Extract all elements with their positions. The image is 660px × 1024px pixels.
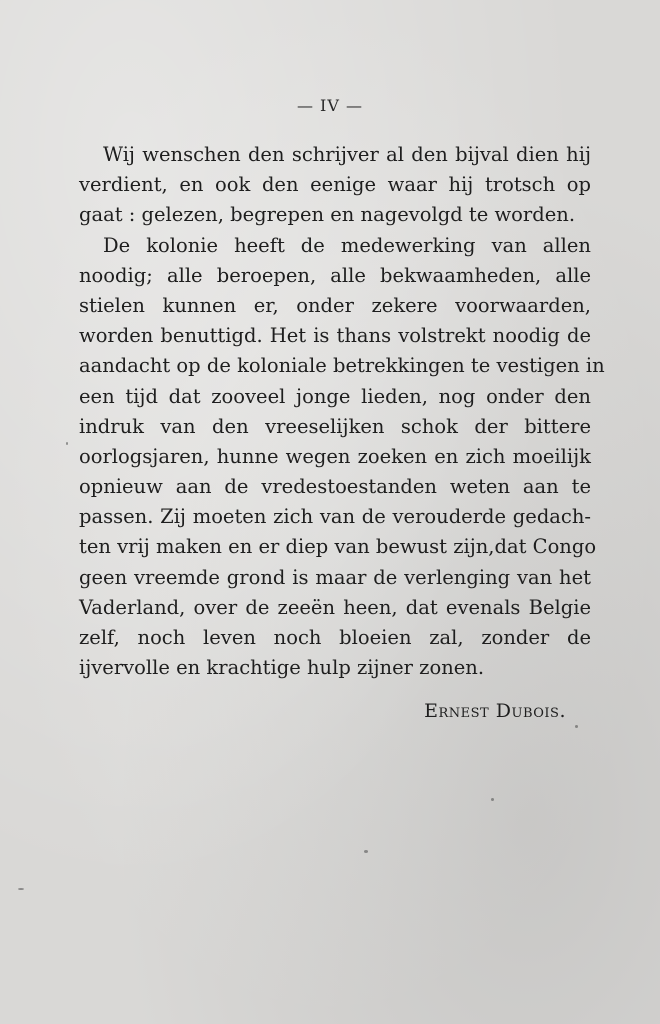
- text-line: opnieuw aan de vredestoestanden weten aan te: [79, 475, 591, 499]
- text-line: ten vrij maken en er diep van bewust zijn,dat Congo: [79, 535, 597, 559]
- paper-speck: [575, 725, 578, 728]
- text-line: verdient, en ook den eenige waar hij trotsch op: [79, 173, 591, 197]
- body-text: [79, 140, 605, 683]
- text-line: Vaderland, over de zeeën heen, dat evenals Belgie: [79, 595, 591, 619]
- text-line: worden benuttigd. Het is thans volstrekt noodig de: [79, 324, 591, 348]
- text-line: noodig; alle beroepen, alle bekwaamheden, alle: [79, 263, 591, 287]
- text-line: De kolonie heeft de medewerking van allen: [103, 233, 591, 257]
- text-line: indruk van den vreeselijken schok der bittere: [79, 414, 591, 438]
- paper-speck: [491, 798, 494, 801]
- paper-speck: [364, 850, 368, 853]
- text-line: een tijd dat zooveel jonge lieden, nog onder den: [79, 384, 591, 408]
- paper-speck: [66, 442, 68, 445]
- author-signature: Ernest Dubois.: [424, 700, 566, 722]
- page-number: — IV —: [296, 96, 364, 115]
- text-line: aandacht op de koloniale betrekkingen te vestigen in: [79, 354, 605, 378]
- text-line: ijvervolle en krachtige hulp zijner zonen.: [79, 656, 485, 680]
- text-line: zelf, noch leven noch bloeien zal, zonder de: [79, 626, 591, 649]
- text-line: oorlogsjaren, hunne wegen zoeken en zich moeilijk: [79, 444, 591, 468]
- text-line: passen. Zij moeten zich van de verouderde gedach-: [79, 505, 591, 529]
- paper-speck: [18, 888, 24, 890]
- text-line: gaat : gelezen, begrepen en nagevolgd te worden.: [79, 203, 576, 227]
- text-line: geen vreemde grond is maar de verlenging van het: [79, 565, 591, 589]
- text-line: Wij wenschen den schrijver al den bijval dien hij: [103, 143, 591, 166]
- text-line: stielen kunnen er, onder zekere voorwaarden,: [79, 293, 591, 317]
